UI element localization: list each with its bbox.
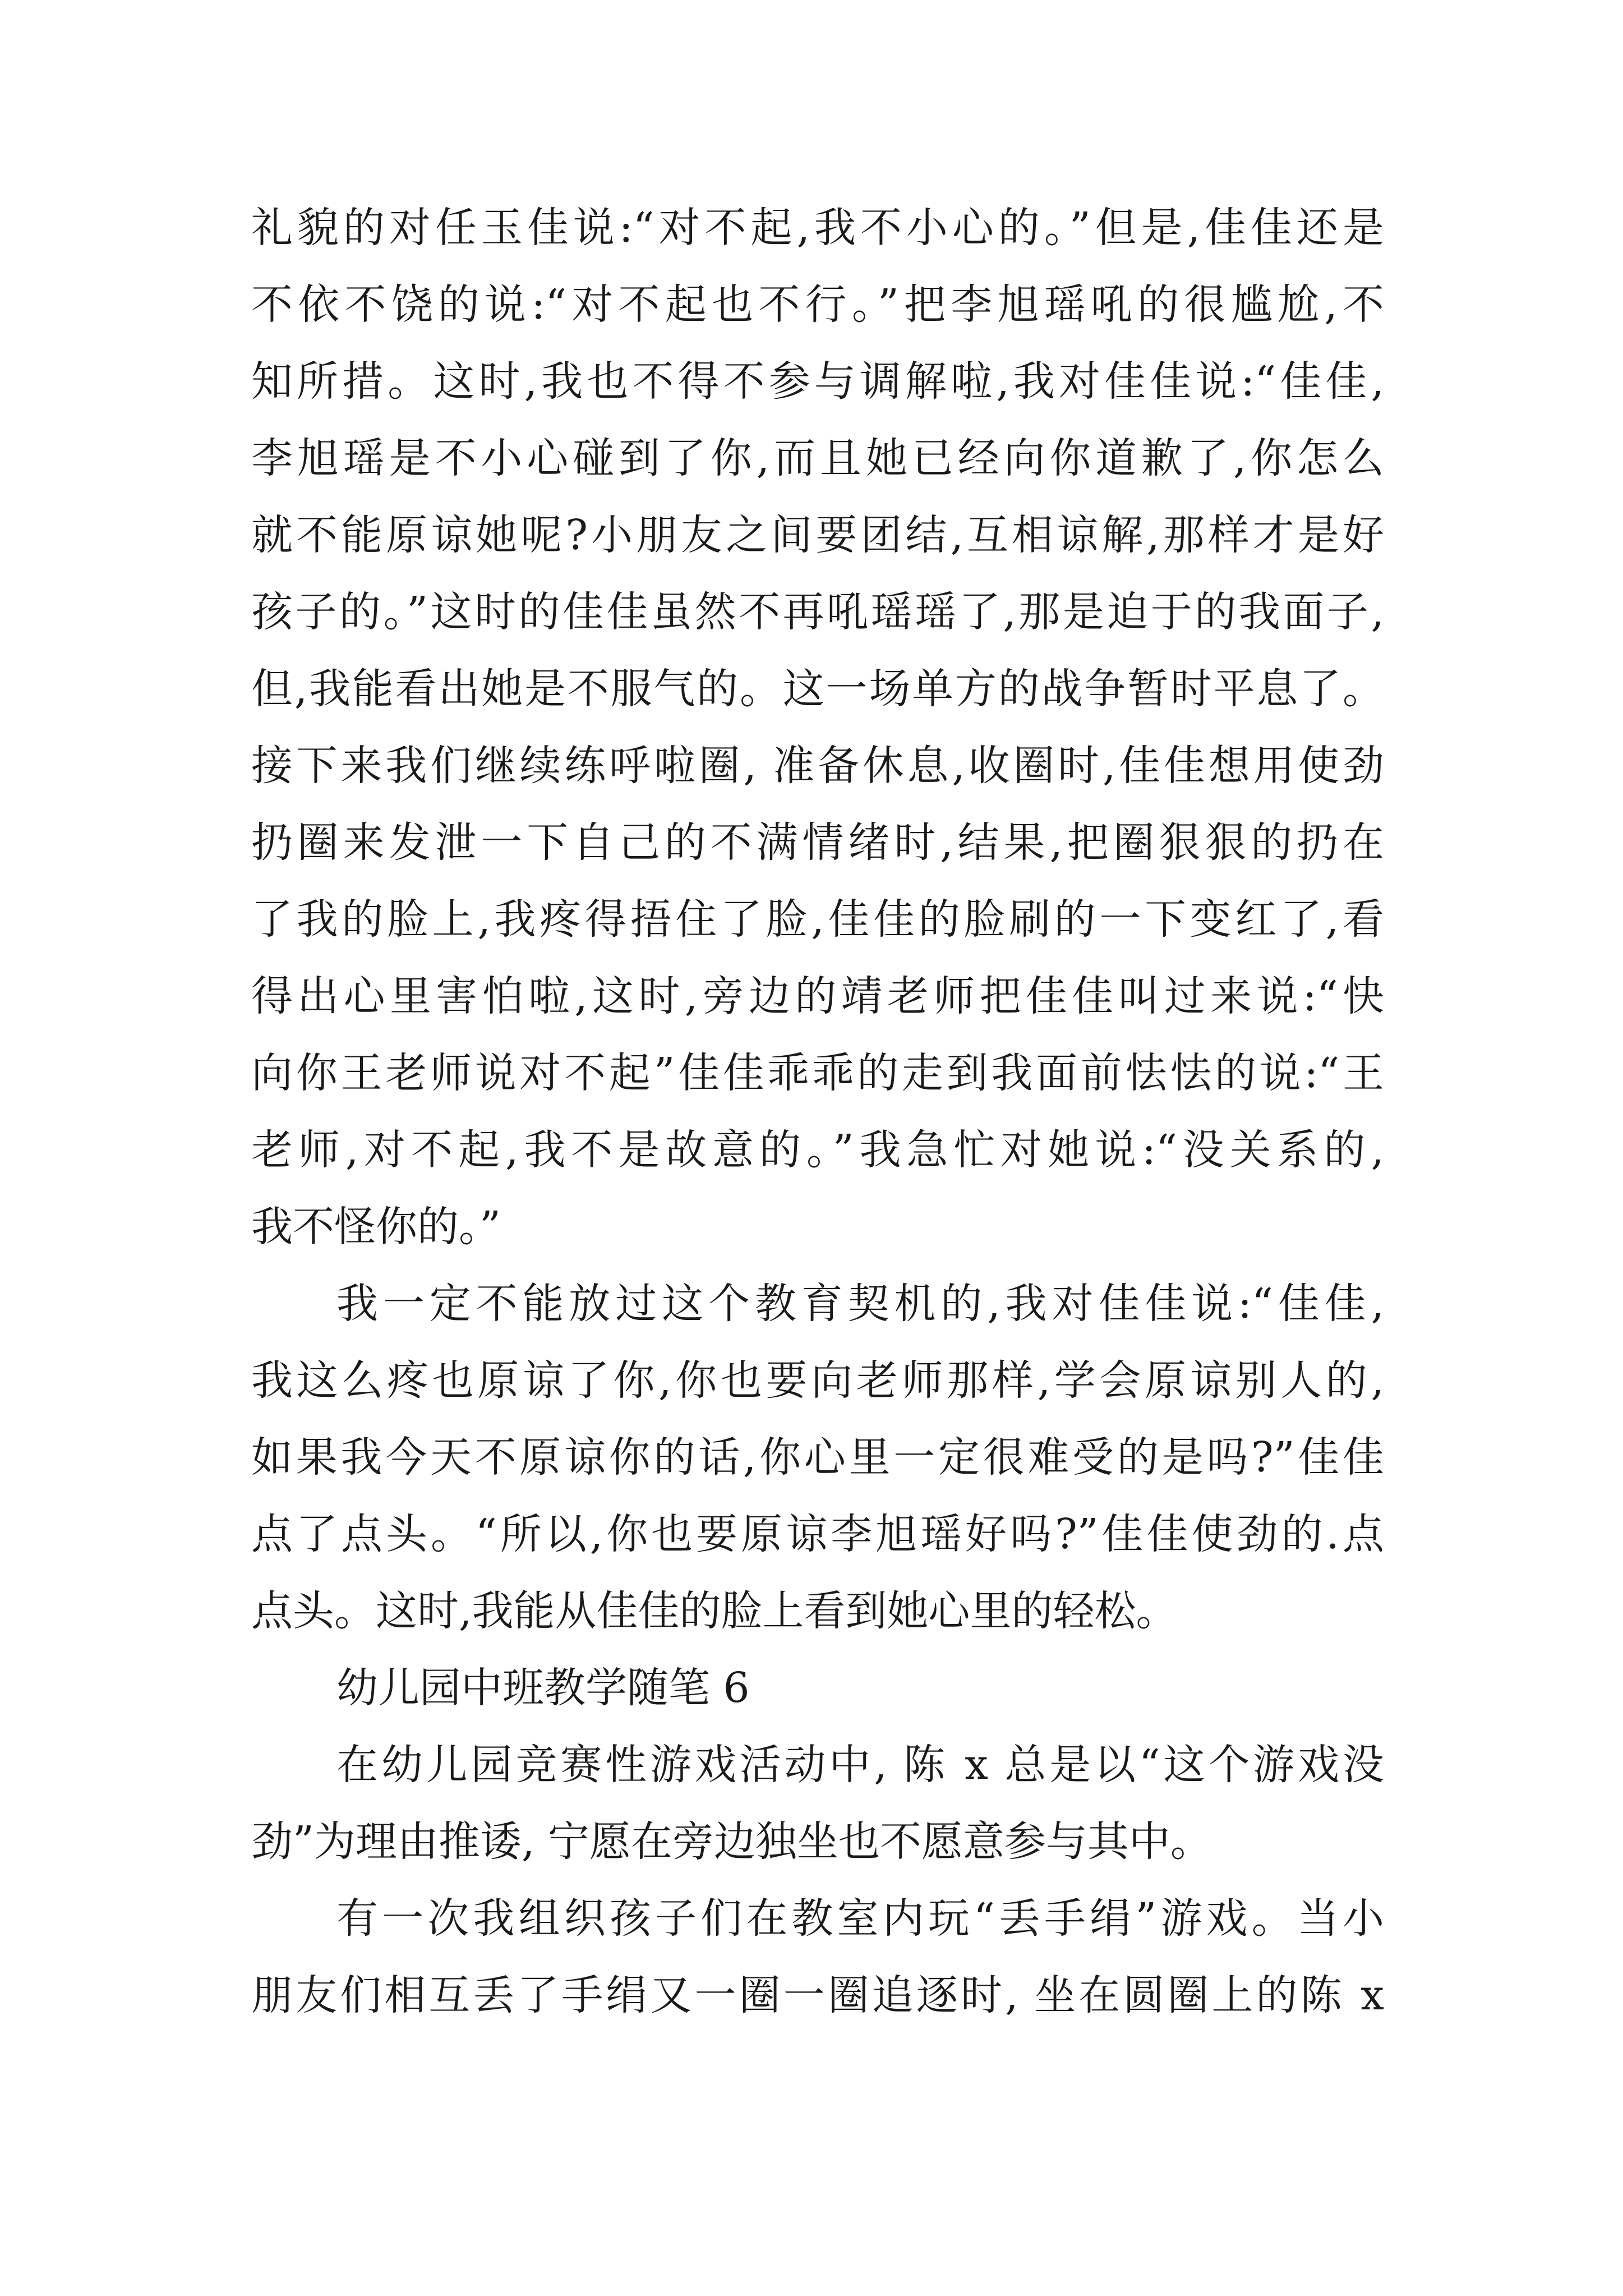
text-line: 劲”为理由推诿, 宁愿在旁边独坐也不愿意参与其中。 bbox=[251, 1818, 1212, 1866]
text-line: 接下来我们继续练呼啦圈, 准备休息,收圈时,佳佳想用使劲 bbox=[251, 742, 1384, 790]
text-line: 我一定不能放过这个教育契机的,我对佳佳说:“佳佳, bbox=[336, 1280, 1384, 1328]
text-line: 得出心里害怕啦,这时,旁边的靖老师把佳佳叫过来说:“快 bbox=[251, 972, 1384, 1020]
paragraph bbox=[251, 1880, 1384, 2034]
text-line: 不依不饶的说:“对不起也不行。”把李旭瑶吼的很尴尬,不 bbox=[251, 280, 1384, 329]
text-line: 李旭瑶是不小心碰到了你,而且她已经向你道歉了,你怎么 bbox=[251, 434, 1384, 482]
text-line: 点头。这时,我能从佳佳的脸上看到她心里的轻松。 bbox=[251, 1587, 1178, 1635]
text-line: 就不能原谅她呢?小朋友之间要团结,互相谅解,那样才是好 bbox=[251, 511, 1384, 559]
text-line: 礼貌的对任玉佳说:“对不起,我不小心的。”但是,佳佳还是 bbox=[251, 204, 1384, 252]
paragraph bbox=[251, 1266, 1384, 1650]
section-title: 幼儿园中班教学随笔 6 bbox=[336, 1664, 750, 1712]
text-line: 但,我能看出她是不服气的。这一场单方的战争暂时平息了。 bbox=[251, 665, 1384, 713]
text-line: 我不怪你的。” bbox=[251, 1203, 501, 1251]
text-line: 知所措。这时,我也不得不参与调解啦,我对佳佳说:“佳佳, bbox=[251, 357, 1384, 406]
document-page bbox=[251, 190, 1384, 2034]
text-line: 有一次我组织孩子们在教室内玩“丢手绢”游戏。当小 bbox=[336, 1894, 1384, 1943]
text-line: 在幼儿园竞赛性游戏活动中, 陈 x 总是以“这个游戏没 bbox=[336, 1741, 1384, 1789]
text-line: 老师,对不起,我不是故意的。”我急忙对她说:“没关系的, bbox=[251, 1126, 1384, 1174]
text-line: 了我的脸上,我疼得捂住了脸,佳佳的脸刷的一下变红了,看 bbox=[251, 895, 1384, 944]
text-line: 扔圈来发泄一下自己的不满情绪时,结果,把圈狠狠的扔在 bbox=[251, 818, 1384, 867]
text-line: 点了点头。“所以,你也要原谅李旭瑶好吗?”佳佳使劲的.点 bbox=[251, 1510, 1384, 1558]
paragraph bbox=[251, 1727, 1384, 1880]
text-line: 孩子的。”这时的佳佳虽然不再吼瑶瑶了,那是迫于的我面子, bbox=[251, 588, 1384, 636]
text-line: 朋友们相互丢了手绢又一圈一圈追逐时, 坐在圆圈上的陈 x bbox=[251, 1971, 1384, 2019]
text-line: 如果我今天不原谅你的话,你心里一定很难受的是吗?”佳佳 bbox=[251, 1433, 1384, 1481]
section-heading bbox=[251, 1650, 1384, 1727]
text-line: 向你王老师说对不起”佳佳乖乖的走到我面前怯怯的说:“王 bbox=[251, 1049, 1384, 1097]
text-line: 我这么疼也原谅了你,你也要向老师那样,学会原谅别人的, bbox=[251, 1356, 1384, 1405]
paragraph bbox=[251, 190, 1384, 1266]
